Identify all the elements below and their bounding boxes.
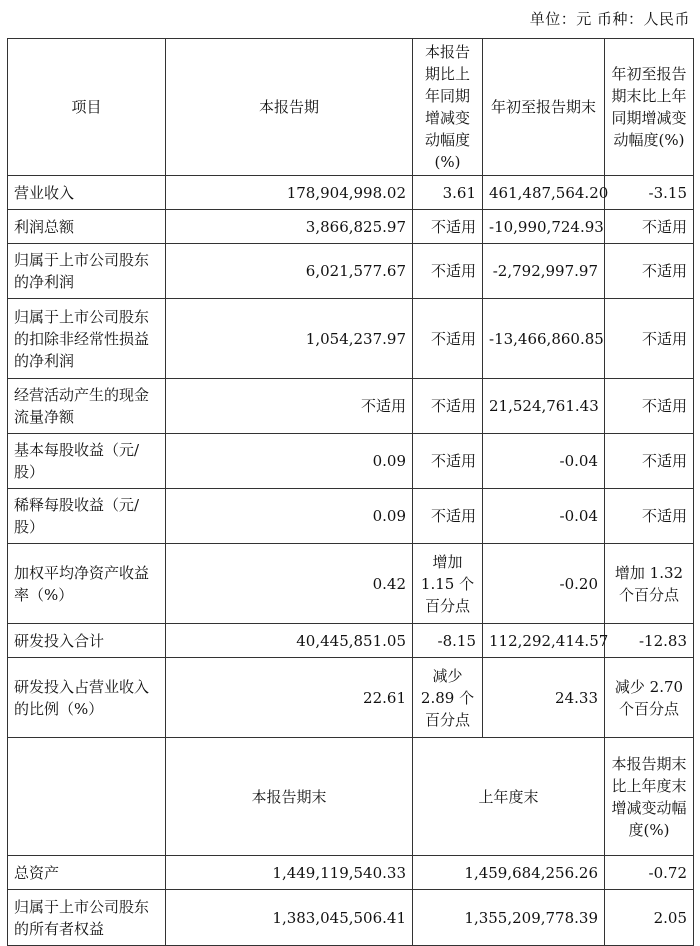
row-change: 增加 1.15 个百分点 (413, 544, 483, 624)
table-row (8, 658, 694, 738)
table-header-row (8, 39, 694, 176)
row-label: 稀释每股收益（元/股） (8, 489, 166, 544)
row-ytd-change: 增加 1.32 个百分点 (605, 544, 694, 624)
row-label: 利润总额 (8, 210, 166, 244)
row-period-end: 1,383,045,506.41 (166, 890, 413, 946)
row-ytd: -13,466,860.85 (483, 299, 605, 379)
row-label: 归属于上市公司股东的所有者权益 (8, 890, 166, 946)
row-ytd: -10,990,724.93 (483, 210, 605, 244)
row-ytd-change: 不适用 (605, 244, 694, 299)
row-current: 0.09 (166, 434, 413, 489)
row-current: 178,904,998.02 (166, 176, 413, 210)
row-ytd: -0.20 (483, 544, 605, 624)
unit-note: 单位：元 币种：人民币 (529, 10, 690, 28)
row-current: 0.09 (166, 489, 413, 544)
row-ytd: -0.04 (483, 434, 605, 489)
row-change: 不适用 (413, 299, 483, 379)
table-row (8, 244, 694, 299)
row-current: 6,021,577.67 (166, 244, 413, 299)
table-row (8, 624, 694, 658)
header-ytd-change: 年初至报告期末比上年同期增减变动幅度(%) (605, 39, 694, 176)
row-ytd-change: 不适用 (605, 489, 694, 544)
header-current-period: 本报告期 (166, 39, 413, 176)
table-header-row-2 (8, 738, 694, 856)
row-change: 不适用 (413, 434, 483, 489)
table-row (8, 489, 694, 544)
row-ytd: 461,487,564.20 (483, 176, 605, 210)
row-label: 研发投入合计 (8, 624, 166, 658)
row-ytd-change: -12.83 (605, 624, 694, 658)
table-row (8, 856, 694, 890)
row-change: 不适用 (413, 379, 483, 434)
row-label: 研发投入占营业收入的比例（%） (8, 658, 166, 738)
row-ytd-change: 不适用 (605, 379, 694, 434)
row-current: 1,054,237.97 (166, 299, 413, 379)
table-row (8, 544, 694, 624)
row-label: 归属于上市公司股东的净利润 (8, 244, 166, 299)
header-current-change: 本报告期比上年同期增减变动幅度(%) (413, 39, 483, 176)
row-ytd: 24.33 (483, 658, 605, 738)
header-item: 项目 (8, 39, 166, 176)
table-row (8, 434, 694, 489)
row-change: 不适用 (413, 210, 483, 244)
row-ytd: 21,524,761.43 (483, 379, 605, 434)
header-period-end-change: 本报告期末比上年度末增减变动幅度(%) (605, 738, 694, 856)
row-change: 减少 2.89 个百分点 (413, 658, 483, 738)
row-change: -0.72 (605, 856, 694, 890)
row-ytd-change: 不适用 (605, 434, 694, 489)
row-ytd-change: 不适用 (605, 299, 694, 379)
row-change: 2.05 (605, 890, 694, 946)
row-ytd: 112,292,414.57 (483, 624, 605, 658)
row-current: 22.61 (166, 658, 413, 738)
table-row (8, 299, 694, 379)
header-last-year-end: 上年度末 (413, 738, 605, 856)
row-ytd: -2,792,997.97 (483, 244, 605, 299)
row-label: 归属于上市公司股东的扣除非经常性损益的净利润 (8, 299, 166, 379)
row-current: 不适用 (166, 379, 413, 434)
row-last-year-end: 1,355,209,778.39 (413, 890, 605, 946)
row-current: 0.42 (166, 544, 413, 624)
row-label: 加权平均净资产收益率（%） (8, 544, 166, 624)
table-row (8, 210, 694, 244)
row-current: 3,866,825.97 (166, 210, 413, 244)
financial-table (7, 38, 694, 946)
header-ytd: 年初至报告期末 (483, 39, 605, 176)
row-change: 不适用 (413, 489, 483, 544)
row-ytd-change: -3.15 (605, 176, 694, 210)
row-period-end: 1,449,119,540.33 (166, 856, 413, 890)
row-label: 经营活动产生的现金流量净额 (8, 379, 166, 434)
row-change: -8.15 (413, 624, 483, 658)
header2-blank (8, 738, 166, 856)
row-change: 不适用 (413, 244, 483, 299)
row-label: 基本每股收益（元/股） (8, 434, 166, 489)
row-last-year-end: 1,459,684,256.26 (413, 856, 605, 890)
row-ytd: -0.04 (483, 489, 605, 544)
row-ytd-change: 减少 2.70 个百分点 (605, 658, 694, 738)
table-row (8, 890, 694, 946)
row-change: 3.61 (413, 176, 483, 210)
row-current: 40,445,851.05 (166, 624, 413, 658)
row-label: 营业收入 (8, 176, 166, 210)
table-row (8, 176, 694, 210)
row-label: 总资产 (8, 856, 166, 890)
table-row (8, 379, 694, 434)
header-period-end: 本报告期末 (166, 738, 413, 856)
row-ytd-change: 不适用 (605, 210, 694, 244)
